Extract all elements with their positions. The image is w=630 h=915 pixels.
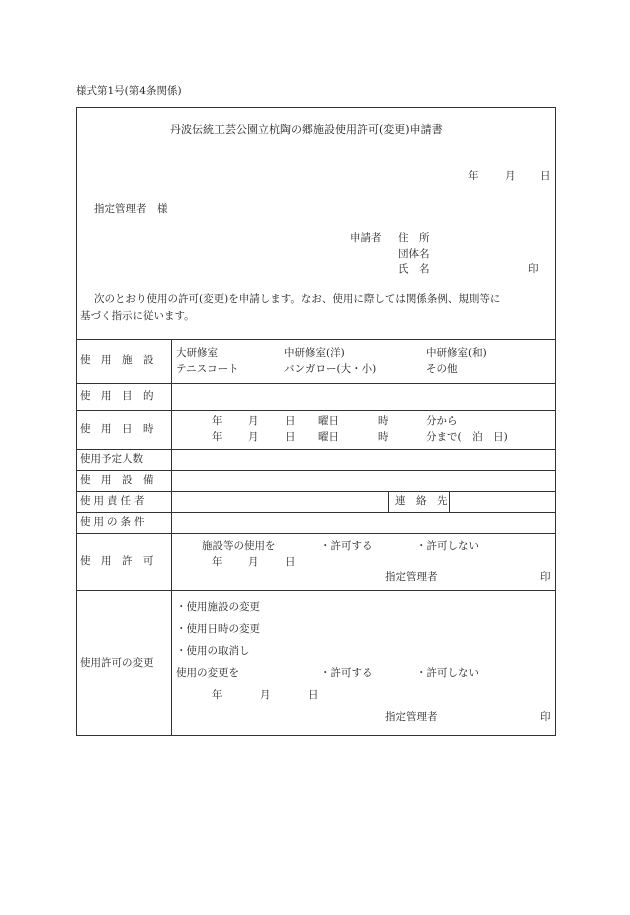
label-change: 使用許可の変更 <box>80 657 154 669</box>
date-month: 月 <box>505 170 516 182</box>
contact-divider-right <box>449 491 450 512</box>
permit-date-month: 月 <box>248 556 259 568</box>
date-day: 日 <box>540 170 551 182</box>
applicant-seal: 印 <box>528 263 539 275</box>
change-date-month: 月 <box>260 689 271 701</box>
datetime-end-hour: 時 <box>378 431 389 443</box>
date-year: 年 <box>468 170 479 182</box>
label-equipment: 使 用 設 備 <box>80 474 154 486</box>
row-line <box>76 491 556 492</box>
datetime-start-year: 年 <box>212 415 223 427</box>
intro-line-1: 次のとおり使用の許可(変更)を申請します。なお、使用に際しては関係条例、規則等に <box>94 293 501 305</box>
row-line <box>76 512 556 513</box>
addressee: 指定管理者 様 <box>94 203 168 215</box>
change-date-year: 年 <box>212 689 223 701</box>
datetime-end-month: 月 <box>248 431 259 443</box>
form-id: 様式第1号(第4条関係) <box>76 85 182 97</box>
contact-label: 連 絡 先 <box>395 495 448 507</box>
change-item-facility[interactable]: ・使用施設の変更 <box>176 601 260 613</box>
applicant-label: 申請者 <box>350 232 382 244</box>
permit-date-year: 年 <box>212 556 223 568</box>
change-seal: 印 <box>540 711 551 723</box>
applicant-address-label: 住 所 <box>398 232 430 244</box>
facility-option-medium-western[interactable]: 中研修室(洋) <box>284 347 345 359</box>
applicant-name-label: 氏 名 <box>398 263 430 275</box>
permit-deny-option[interactable]: ・許可しない <box>416 540 479 552</box>
row-line <box>76 449 556 450</box>
datetime-start-hour: 時 <box>378 415 389 427</box>
datetime-start-weekday: 曜日 <box>318 415 339 427</box>
permit-text: 施設等の使用を <box>202 540 276 552</box>
change-item-cancel[interactable]: ・使用の取消し <box>176 645 250 657</box>
label-conditions: 使用の条件 <box>80 516 148 528</box>
change-date-day: 日 <box>308 689 319 701</box>
row-line <box>76 410 556 411</box>
row-line <box>76 470 556 471</box>
datetime-start-day: 日 <box>285 415 296 427</box>
row-line <box>76 590 556 591</box>
datetime-start-minute: 分から <box>426 415 458 427</box>
change-allow-option[interactable]: ・許可する <box>320 667 373 679</box>
change-text: 使用の変更を <box>176 667 239 679</box>
permit-manager-label: 指定管理者 <box>385 571 438 583</box>
row-line <box>76 383 556 384</box>
label-permit: 使 用 許 可 <box>80 555 154 567</box>
permit-seal: 印 <box>540 571 551 583</box>
label-purpose: 使 用 目 的 <box>80 390 154 402</box>
intro-line-2: 基づく指示に従います。 <box>80 310 195 322</box>
row-line <box>76 533 556 534</box>
table-top-line <box>76 339 556 340</box>
facility-option-other[interactable]: その他 <box>426 363 458 375</box>
applicant-group-label: 団体名 <box>398 248 430 260</box>
facility-option-medium-japanese[interactable]: 中研修室(和) <box>426 347 487 359</box>
form-title: 丹波伝統工芸公園立杭陶の郷施設使用許可(変更)申請書 <box>170 123 443 136</box>
facility-option-large-room[interactable]: 大研修室 <box>176 347 218 359</box>
datetime-start-month: 月 <box>248 415 259 427</box>
contact-divider-left <box>388 491 389 512</box>
label-manager: 使用責任者 <box>80 495 148 507</box>
datetime-end-day: 日 <box>285 431 296 443</box>
label-column-divider <box>171 339 172 736</box>
application-form <box>76 107 556 736</box>
label-facility: 使 用 施 設 <box>80 354 154 366</box>
label-people: 使用予定人数 <box>80 453 143 465</box>
facility-option-bungalow[interactable]: バンガロー(大・小) <box>284 363 377 375</box>
permit-allow-option[interactable]: ・許可する <box>320 540 373 552</box>
change-deny-option[interactable]: ・許可しない <box>416 667 479 679</box>
label-datetime: 使 用 日 時 <box>80 423 154 435</box>
change-manager-label: 指定管理者 <box>385 711 438 723</box>
change-item-datetime[interactable]: ・使用日時の変更 <box>176 623 260 635</box>
datetime-end-weekday: 曜日 <box>318 431 339 443</box>
datetime-end-minute: 分まで( 泊 日) <box>426 431 508 443</box>
facility-option-tennis-court[interactable]: テニスコート <box>176 363 239 375</box>
permit-date-day: 日 <box>285 556 296 568</box>
datetime-end-year: 年 <box>212 431 223 443</box>
